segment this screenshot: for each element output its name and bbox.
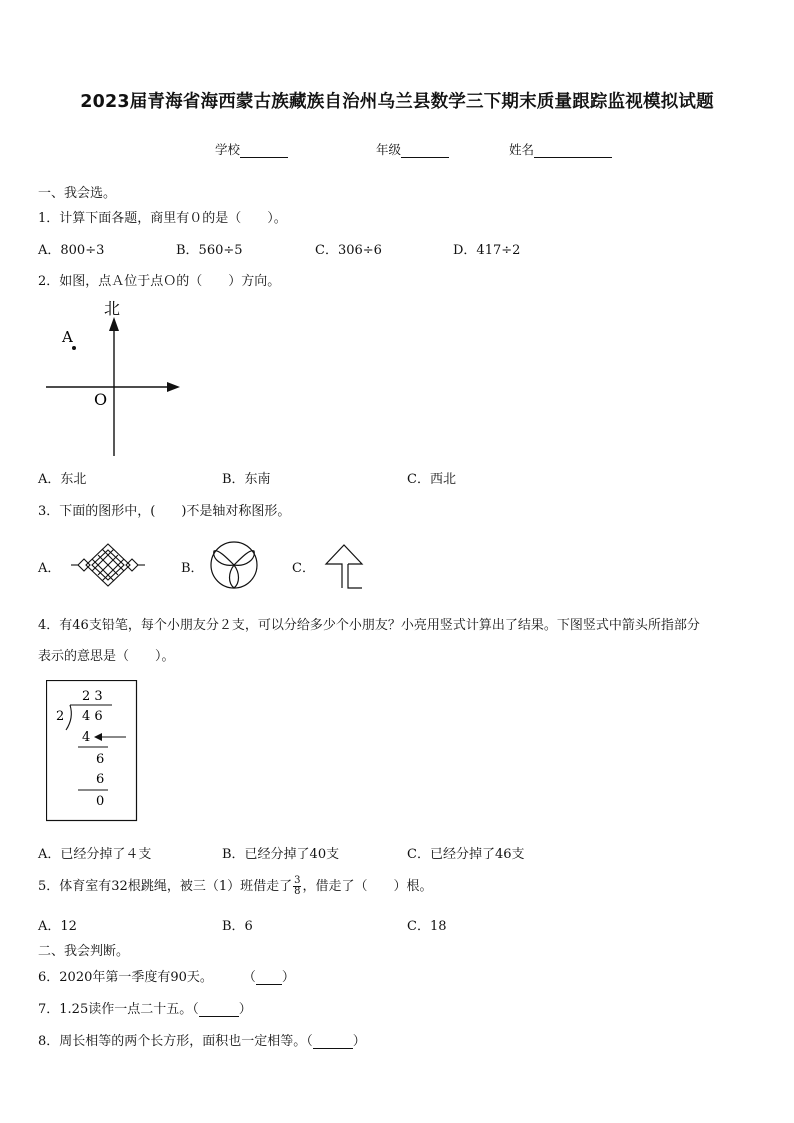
division-step-1: 4 xyxy=(82,730,91,745)
quotient: 2 3 xyxy=(82,689,103,704)
q5-option-a[interactable]: A．12 xyxy=(38,919,77,934)
circle-leaves-figure[interactable] xyxy=(206,539,262,591)
school-label: 学校 xyxy=(215,142,241,157)
q7-paren-close: ） xyxy=(238,1002,252,1017)
q7-paren-open: （ xyxy=(192,1002,199,1017)
q1-option-c[interactable]: C．306÷6 xyxy=(315,243,382,258)
q4-option-c[interactable]: C．已经分掉了46支 xyxy=(407,847,525,862)
q7-text: 7．1.25读作一点二十五。 xyxy=(38,1002,193,1017)
q8-text: 8．周长相等的两个长方形，面积也一定相等。 xyxy=(38,1034,307,1049)
question-3-stem: 3．下面的图形中，( )不是轴对称图形。 xyxy=(38,504,291,519)
q6-paren-open: （ xyxy=(242,970,256,985)
q4-option-b[interactable]: B．已经分掉了40支 xyxy=(222,847,340,862)
north-label: 北 xyxy=(104,299,121,318)
page-title: 2023届青海省海西蒙古族藏族自治州乌兰县数学三下期末质量跟踪监视模拟试题 xyxy=(80,92,714,112)
name-field[interactable] xyxy=(509,140,612,158)
question-8 xyxy=(38,1030,366,1049)
fraction-numerator: 3 xyxy=(294,875,301,886)
grade-blank[interactable] xyxy=(401,143,449,158)
q5-stem-after: ，借走了（ ）根。 xyxy=(302,879,433,894)
q4-option-a[interactable]: A．已经分掉了４支 xyxy=(38,847,152,862)
school-field[interactable] xyxy=(215,140,288,158)
q8-answer-blank[interactable] xyxy=(313,1035,353,1049)
section-heading-choice: 一、我会选。 xyxy=(38,186,117,201)
question-5-stem xyxy=(38,872,432,902)
question-7 xyxy=(38,998,252,1017)
q1-option-d[interactable]: D．417÷2 xyxy=(453,243,521,258)
knot-pattern-figure[interactable] xyxy=(68,541,148,589)
q1-option-a[interactable]: A．800÷3 xyxy=(38,243,105,258)
compass-figure xyxy=(40,296,190,458)
long-division-figure xyxy=(46,680,138,822)
house-shape-figure[interactable] xyxy=(322,542,366,590)
q6-paren-close: ） xyxy=(281,970,295,985)
school-blank[interactable] xyxy=(240,143,288,158)
q5-stem-before: 5．体育室有32根跳绳，被三（1）班借走了 xyxy=(38,879,293,894)
grade-label: 年级 xyxy=(376,142,402,157)
q1-option-b[interactable]: B．560÷5 xyxy=(176,243,243,258)
question-6 xyxy=(38,966,295,985)
question-4-stem-line1: 4．有46支铅笔，每个小朋友分２支，可以分给多少个小朋友？小亮用竖式计算出了结果。下图竖式中箭头所指部分 xyxy=(38,618,700,633)
fraction xyxy=(293,876,301,897)
q3-label-c[interactable]: C． xyxy=(292,561,315,576)
dividend: 4 6 xyxy=(82,709,103,724)
q5-option-c[interactable]: C．18 xyxy=(407,919,447,934)
question-1-stem: 1．计算下面各题，商里有０的是（ ）。 xyxy=(38,211,287,226)
q3-label-b[interactable]: B． xyxy=(181,561,204,576)
point-o-label: O xyxy=(94,390,108,409)
left-arrow-icon xyxy=(94,733,102,741)
q2-option-c[interactable]: C．西北 xyxy=(407,472,456,487)
name-blank[interactable] xyxy=(534,143,612,158)
grade-field[interactable] xyxy=(376,140,449,158)
q6-answer-blank[interactable] xyxy=(256,971,282,985)
name-label: 姓名 xyxy=(509,142,535,157)
divisor: 2 xyxy=(56,709,65,724)
fraction-denominator: 8 xyxy=(294,886,301,897)
point-a-label: A xyxy=(62,328,73,346)
east-arrow-icon xyxy=(167,382,180,392)
division-remainder: 0 xyxy=(96,794,105,809)
q8-paren-close: ） xyxy=(352,1034,366,1049)
q2-option-b[interactable]: B．东南 xyxy=(222,472,271,487)
north-arrow-icon xyxy=(109,317,119,331)
division-step-3: 6 xyxy=(96,772,105,787)
q2-option-a[interactable]: A．东北 xyxy=(38,472,87,487)
q6-text: 6．2020年第一季度有90天。 xyxy=(38,970,213,985)
q3-label-a[interactable]: A． xyxy=(38,561,61,576)
point-a-dot xyxy=(72,346,76,350)
question-2-stem: 2．如图，点Ａ位于点Ｏ的（ ）方向。 xyxy=(38,274,281,289)
section-heading-judge: 二、我会判断。 xyxy=(38,944,130,959)
q5-option-b[interactable]: B．6 xyxy=(222,919,253,934)
q7-answer-blank[interactable] xyxy=(199,1003,239,1017)
question-4-stem-line2: 表示的意思是（ ）。 xyxy=(38,649,175,664)
division-step-2: 6 xyxy=(96,752,105,767)
q8-paren-open: （ xyxy=(306,1034,313,1049)
